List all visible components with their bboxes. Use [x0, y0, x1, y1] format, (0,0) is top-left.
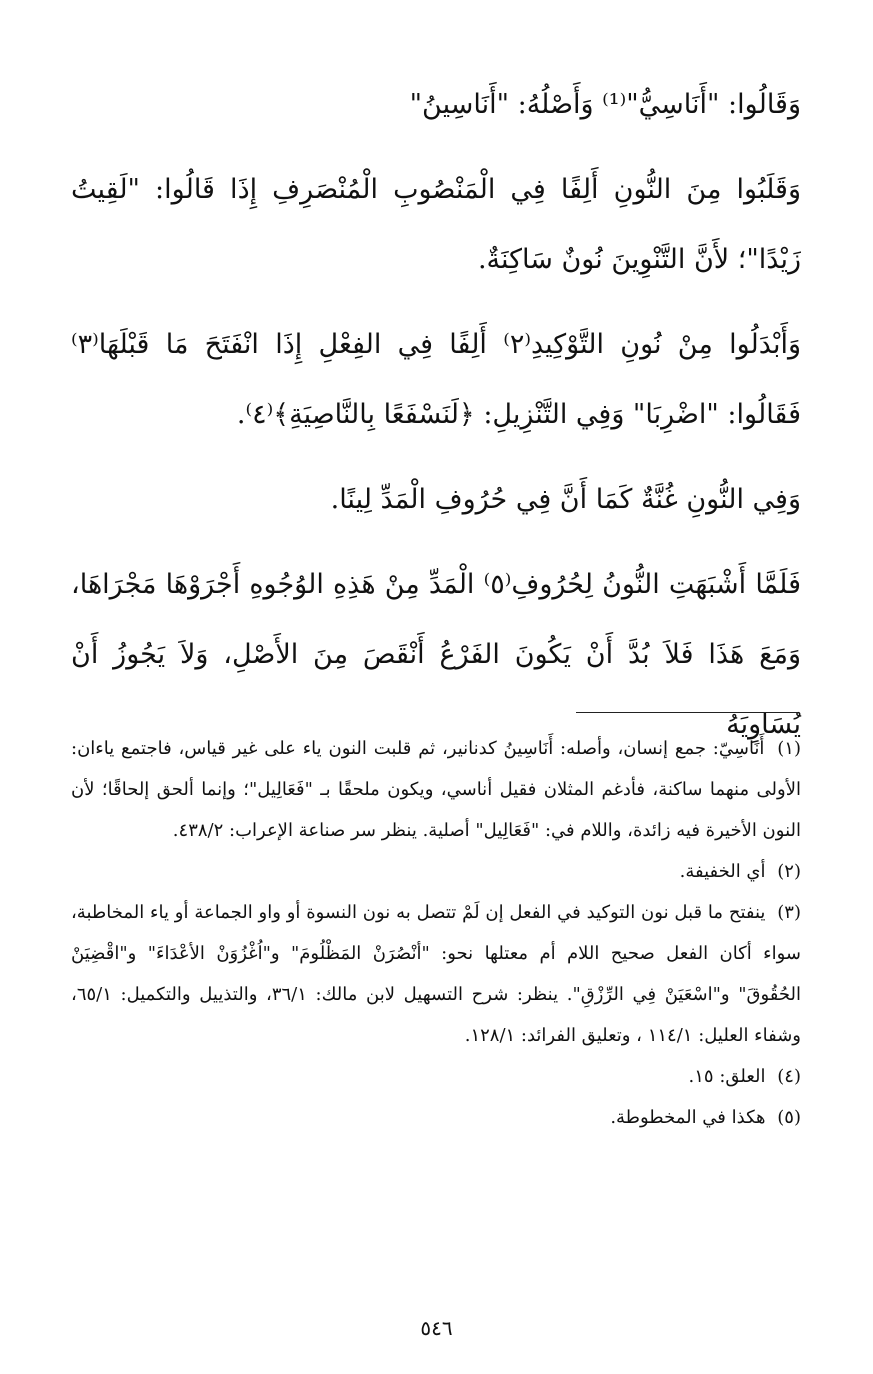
main-text: [71, 70, 801, 775]
paragraph-5: فَلَمَّا أَشْبَهَتِ النُّونُ لِحُرُوفِ⁽٥⁾ الْمَدِّ مِنْ هَذِهِ الوُجُوهِ أَجْرَوْهَا مَجْرَاهَا، وَمَعَ هَذَا فَلاَ بُدَّ أَنْ يَكُونَ الفَرْعُ أَنْقَصَ مِنَ الأَصْلِ، وَلاَ يَجُوزُ أَنْ يُسَاوِيَهُ: [71, 569, 801, 740]
footnotes: [71, 728, 801, 1138]
footnote-text: العلق: ١٥.: [688, 1066, 766, 1087]
footnote-separator: [576, 712, 798, 713]
paragraph-3: وَأَبْدَلُوا مِنْ نُونِ التَّوْكِيدِ⁽٢⁾ أَلِفًا فِي الفِعْلِ إِذَا انْفَتَحَ مَا قَبْلَهَا⁽٣⁾ فَقَالُوا: "اضْرِبَا" وَفِي التَّنْزِيلِ: ﴿لَنَسْفَعًا بِالنَّاصِيَةِ﴾⁽٤⁾.: [71, 329, 801, 430]
footnote-text: أَنَاسِيّ: جمع إنسان، وأصله: أَنَاسِينُ كدنانير، ثم قلبت النون ياء على غير قياس، فاجتمع ياءان: الأولى منهما ساكنة، فأدغم المثلان فقيل أناسي، ويكون ملحقًا بـ "فَعَالِيل"؛ وإنما ألحق إلحاقًا؛ لأن النون الأخيرة فيه زائدة، واللام في: "فَعَالِيل" أصلية. ينظر سر صناعة الإعراب: ٤٣٨/٢.: [71, 738, 801, 841]
footnote-number: (٢): [777, 861, 801, 882]
footnote-2: [71, 851, 801, 892]
footnote-text: هكذا في المخطوطة.: [610, 1107, 766, 1128]
footnote-number: (٥): [777, 1107, 801, 1128]
paragraph-1: وَقَالُوا: "أَنَاسِيُّ"⁽¹⁾ وَأَصْلُهُ: "أَنَاسِينُ": [409, 89, 801, 120]
paragraph-4: وَفِي النُّونِ غُنَّةٌ كَمَا أَنَّ فِي حُرُوفِ الْمَدِّ لِينًا.: [330, 484, 801, 515]
footnote-3: [71, 892, 801, 1056]
footnote-text: أي الخفيفة.: [679, 861, 766, 882]
footnote-number: (١): [777, 738, 801, 759]
footnote-number: (٣): [777, 902, 801, 923]
footnote-4: [71, 1056, 801, 1097]
paragraph-2: وَقَلَبُوا مِنَ النُّونِ أَلِفًا فِي الْمَنْصُوبِ الْمُنْصَرِفِ إِذَا قَالُوا: "لَقِيتُ زَيْدًا"؛ لأَنَّ التَّنْوِينَ نُونٌ سَاكِنَةٌ.: [71, 174, 801, 275]
footnote-5: [71, 1097, 801, 1138]
page-number: ٥٤٦: [420, 1316, 453, 1340]
footnote-1: [71, 728, 801, 851]
footnote-text: ينفتح ما قبل نون التوكيد في الفعل إن لَمْ تتصل به نون النسوة أو واو الجماعة أو ياء المخاطبة، سواء أكان الفعل صحيح اللام أم معتلها نحو: "أنْصُرَنْ المَظْلُومَ" و"اُغْزُوَنْ الأعْدَاءَ" و"اقْضِيَنْ الحُقُوقَ" و"اسْعَيَنْ فِي الرِّزْقِ". ينظر: شرح التسهيل لابن مالك: ٣٦/١، والتذييل والتكميل: ٦٥/١، وشفاء العليل: ١١٤/١ ، وتعليق الفرائد: ١٢٨/١.: [71, 902, 801, 1046]
footnote-number: (٤): [777, 1066, 801, 1087]
